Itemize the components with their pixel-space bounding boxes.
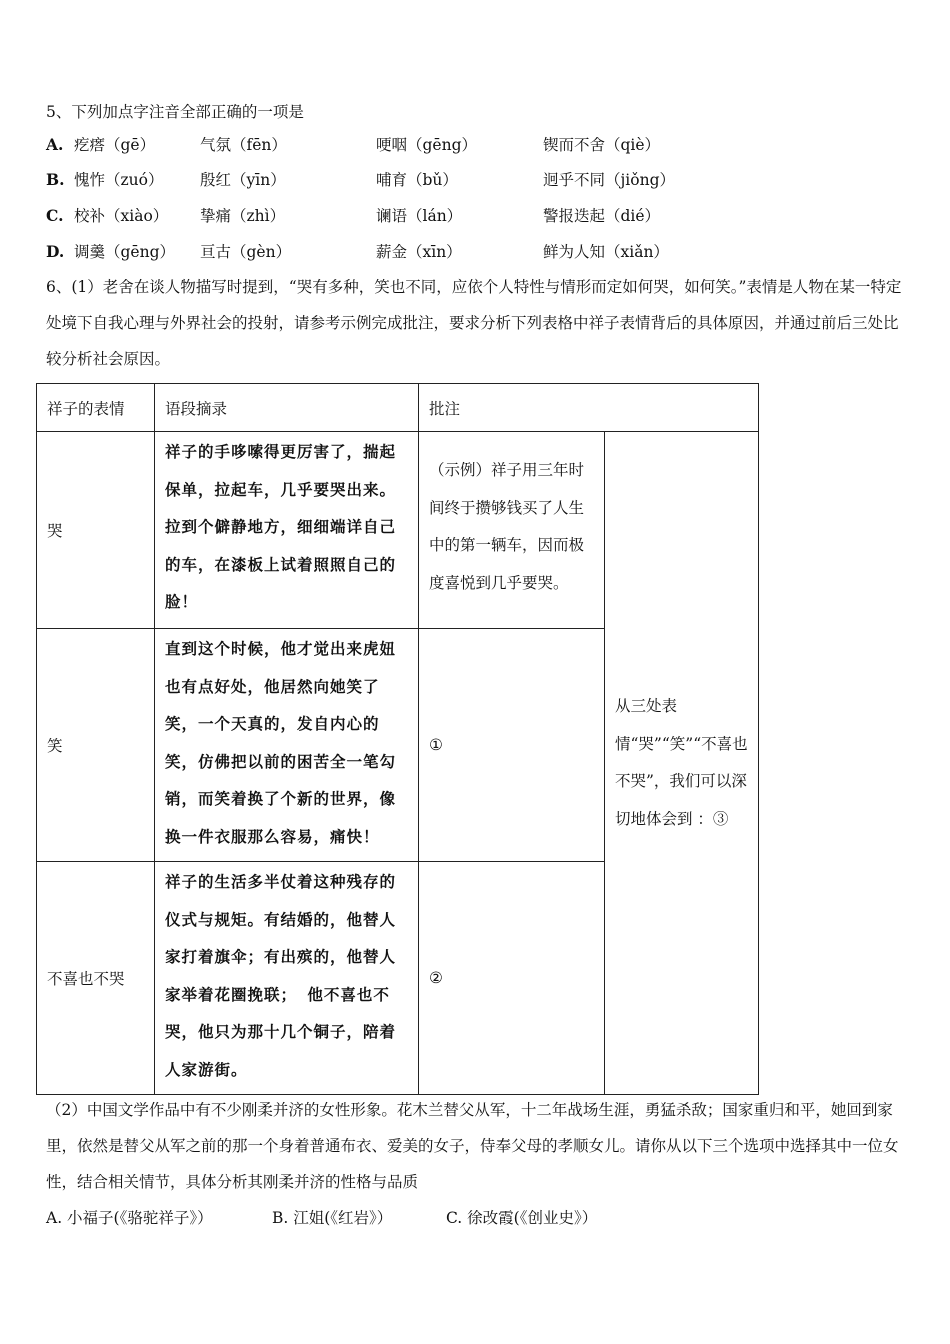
- option-item: 气氛（fēn）: [200, 136, 287, 154]
- option-item: 校补（xiào）: [74, 207, 169, 225]
- option-letter: C.: [46, 206, 64, 225]
- option-item: 哽咽（gēng）: [376, 136, 478, 154]
- choice-a: A. 小福子(《骆驼祥子》）: [46, 1209, 213, 1227]
- choice-b: B. 江姐(《红岩》）: [272, 1209, 393, 1227]
- option-item: 迥乎不同（jiǒng）: [543, 171, 676, 189]
- note-cell: （示例）祥子用三年时间终于攒够钱买了人生中的第一辆车，因而极度喜悦到几乎要哭。: [419, 432, 605, 629]
- expression-cell: 哭: [37, 432, 155, 629]
- option-item: 愧怍（zuó）: [74, 171, 164, 189]
- option-item: 挚痛（zhì）: [200, 207, 286, 225]
- option-item: 疙瘩（gē）: [74, 136, 156, 154]
- excerpt-cell: 祥子的生活多半仗着这种残存的仪式与规矩。有结婚的，他替人家打着旗伞；有出殡的，他替人家举着花圈挽联； 他不喜也不哭，他只为那十几个铜子，陪着人家游街。: [155, 862, 419, 1095]
- option-letter: B.: [46, 170, 65, 189]
- option-item: 薪金（xīn）: [376, 243, 462, 261]
- q5-stem: 5、下列加点字注音全部正确的一项是: [46, 103, 304, 121]
- option-letter: A.: [46, 135, 64, 154]
- expression-cell: 不喜也不哭: [37, 862, 155, 1095]
- excerpt-cell: 直到这个时候，他才觉出来虎妞也有点好处，他居然向她笑了笑，一个天真的，发自内心的笑，仿佛把以前的困苦全一笔勾销，而笑着换了个新的世界，像换一件衣服那么容易，痛快！: [155, 629, 419, 862]
- option-item: 锲而不舍（qiè）: [543, 136, 661, 154]
- table-header-row: [37, 384, 759, 432]
- answer-blank-1: ①: [419, 629, 605, 862]
- option-item: 亘古（gèn）: [200, 243, 292, 261]
- table-row: [37, 432, 759, 629]
- expression-table: [36, 383, 759, 1095]
- q6-intro: 6、(1）老舍在谈人物描写时提到，“哭有多种，笑也不同，应依个人特性与情形而定如何哭，如何笑。”表情是人物在某一特定处境下自我心理与外界社会的投射，请参考示例完成批注，要求分析下列表格中祥子表情背后的具体原因，并通过前后三处比较分析社会原因。: [46, 278, 902, 368]
- expression-cell: 笑: [37, 629, 155, 862]
- excerpt-cell: 祥子的手哆嗦得更厉害了，揣起保单，拉起车，几乎要哭出来。拉到个僻静地方，细细端详自己的车，在漆板上试着照照自己的脸！: [155, 432, 419, 629]
- summary-cell: 从三处表情“哭”“笑”“不喜也不哭”，我们可以深切地体会到 ：③: [605, 432, 759, 1095]
- option-item: 调羹（gēng）: [74, 243, 176, 261]
- option-item: 哺育（bǔ）: [376, 171, 458, 189]
- header-expression: 祥子的表情: [37, 384, 155, 432]
- answer-blank-2: ②: [419, 862, 605, 1095]
- option-item: 警报迭起（dié）: [543, 207, 661, 225]
- q6-part2: （2）中国文学作品中有不少刚柔并济的女性形象。花木兰替父从军，十二年战场生涯，勇猛杀敌；国家重归和平，她回到家里，依然是替父从军之前的那一个身着普通布衣、爱美的女子，侍奉父母的孝顺女儿。请你从以下三个选项中选择其中一位女性，结合相关情节，具体分析其刚柔并济的性格与品质: [46, 1101, 899, 1191]
- option-item: 谰语（lán）: [376, 207, 463, 225]
- option-item: 鲜为人知（xiǎn）: [543, 243, 669, 261]
- option-letter: D.: [46, 242, 65, 261]
- choice-c: C. 徐改霞(《创业史》）: [446, 1209, 598, 1227]
- option-item: 殷红（yīn）: [200, 171, 286, 189]
- header-excerpt: 语段摘录: [155, 384, 419, 432]
- header-note: 批注: [419, 384, 759, 432]
